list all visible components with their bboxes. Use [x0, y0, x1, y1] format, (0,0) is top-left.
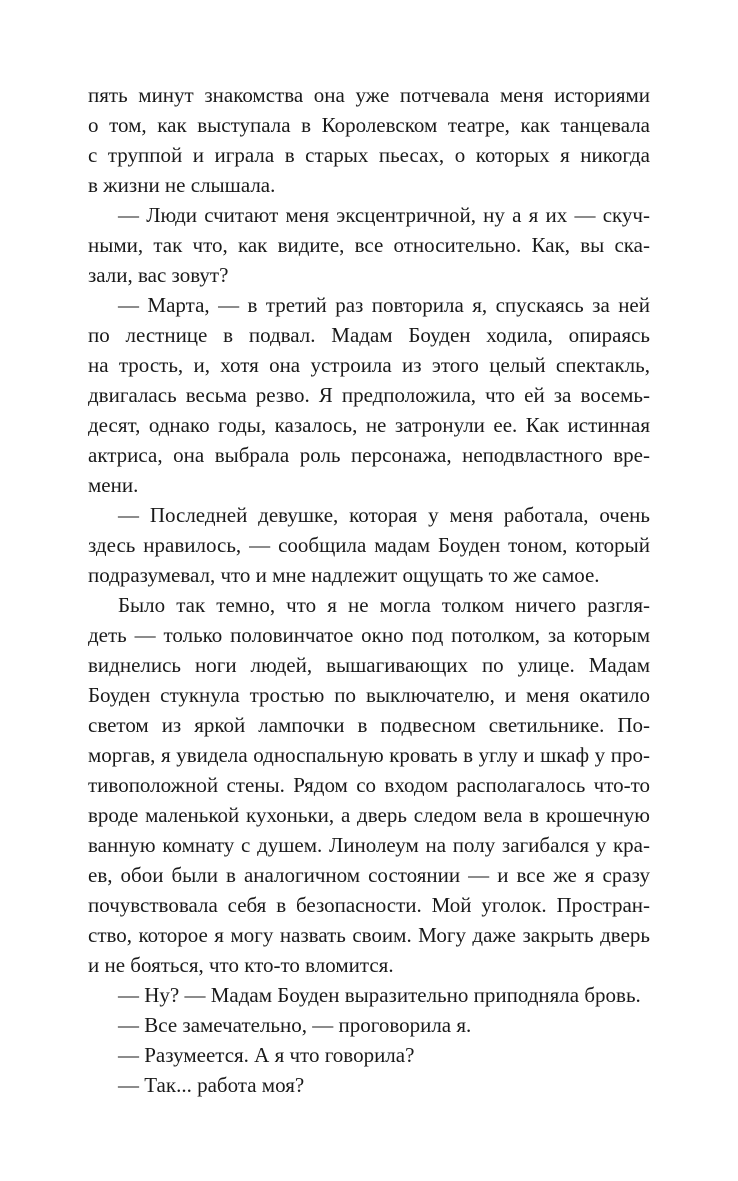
text-line: — Так... работа моя?	[118, 1073, 305, 1097]
text-line: ство, которое я могу назвать своим. Могу даже закрыть дверь	[88, 923, 650, 947]
text-line: почувствовала себя в безопасности. Мой уголок. Простран-	[88, 893, 650, 917]
text-line: на трость, и, хотя она устроила из этого целый спектакль,	[88, 353, 650, 377]
text-line: Боуден стукнула тростью по выключателю, и меня окатило	[88, 683, 650, 707]
text-line: здесь нравилось, — сообщила мадам Боуден тоном, который	[88, 533, 650, 557]
text-line: тивоположной стены. Рядом со входом располагалось что-то	[88, 773, 650, 797]
text-line: вроде маленькой кухоньки, а дверь следом вела в крошечную	[88, 803, 650, 827]
text-line: в жизни не слышала.	[88, 173, 276, 197]
text-line: — Все замечательно, — проговорила я.	[118, 1013, 472, 1037]
text-line: и не бояться, что кто-то вломится.	[88, 953, 394, 977]
text-line: зали, вас зовут?	[88, 263, 229, 287]
text-line: подразумевал, что и мне надлежит ощущать то же самое.	[88, 563, 600, 587]
text-line: ванную комнату с душем. Линолеум на полу загибался у кра-	[88, 833, 650, 857]
text-line: ными, так что, как видите, все относительно. Как, вы ска-	[88, 233, 650, 257]
text-line: мени.	[88, 473, 139, 497]
text-line: актриса, она выбрала роль персонажа, неподвластного вре-	[88, 443, 650, 467]
text-line: — Ну? — Мадам Боуден выразительно приподняла бровь.	[118, 983, 641, 1007]
text-line: — Разумеется. А я что говорила?	[118, 1043, 415, 1067]
text-line: о том, как выступала в Королевском театре, как танцевала	[88, 113, 650, 137]
text-line: по лестнице в подвал. Мадам Боуден ходила, опираясь	[88, 323, 650, 347]
text-line: деть — только половинчатое окно под потолком, за которым	[88, 623, 650, 647]
text-line: — Люди считают меня эксцентричной, ну а я их — скуч-	[118, 203, 650, 227]
text-line: ев, обои были в аналогичном состоянии — и все же я сразу	[88, 863, 650, 887]
text-line: двигалась весьма резво. Я предположила, что ей за восемь-	[88, 383, 650, 407]
text-line: виднелись ноги людей, вышагивающих по улице. Мадам	[88, 653, 650, 677]
text-line: пять минут знакомства она уже потчевала меня историями	[88, 83, 650, 107]
text-line: моргав, я увидела односпальную кровать в углу и шкаф у про-	[88, 743, 650, 767]
text-line: — Последней девушке, которая у меня работала, очень	[118, 503, 650, 527]
text-line: с труппой и играла в старых пьесах, о которых я никогда	[88, 143, 650, 167]
text-line: десят, однако годы, казалось, не затронули ее. Как истинная	[88, 413, 650, 437]
text-line: Было так темно, что я не могла толком ничего разгля-	[118, 593, 650, 617]
text-line: светом из яркой лампочки в подвесном светильнике. По-	[88, 713, 650, 737]
text-line: — Марта, — в третий раз повторила я, спускаясь за ней	[118, 293, 650, 317]
